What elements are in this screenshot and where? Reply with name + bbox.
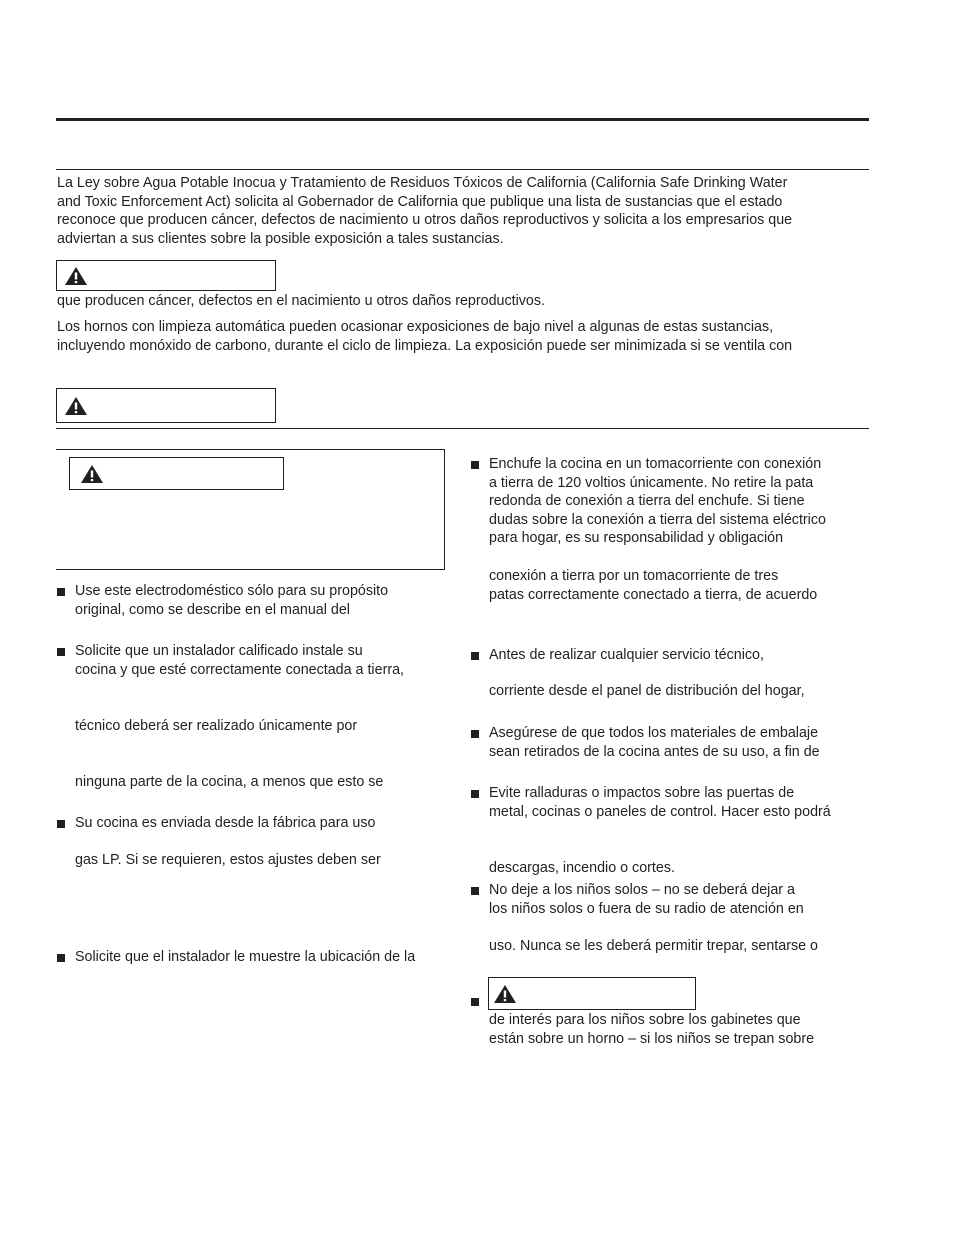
list-item-line: descargas, incendio o cortes. <box>489 860 675 876</box>
list-item-line: Asegúrese de que todos los materiales de embalaje <box>489 725 819 741</box>
warning-box <box>56 260 276 291</box>
list-item-line: ninguna parte de la cocina, a menos que esto se <box>75 774 384 790</box>
list-item-line: Solicite que un instalador calificado instale su <box>75 643 363 659</box>
list-item-line: a tierra de 120 voltios únicamente. No retire la pata <box>489 474 814 491</box>
intro-line: adviertan a sus clientes sobre la posible exposición a tales sustancias. <box>57 230 504 247</box>
list-item-line: dudas sobre la conexión a tierra del sistema eléctrico <box>489 511 826 528</box>
list-item-line: Antes de realizar cualquier servicio técnico, <box>489 647 764 663</box>
warning-triangle-icon <box>493 984 517 1004</box>
warning-text: que producen cáncer, defectos en el nacimiento u otros daños reproductivos. <box>57 293 545 309</box>
list-item-line: técnico deberá ser realizado únicamente por <box>75 718 358 734</box>
list-item <box>489 724 820 761</box>
list-item-line: sean retirados de la cocina antes de su uso, a fin de <box>489 743 820 760</box>
intro-line: and Toxic Enforcement Act) solicita al Gobernador de California que publique una lista de sustancias que el estado <box>57 193 783 210</box>
list-item-line: metal, cocinas o paneles de control. Hacer esto podrá <box>489 803 831 820</box>
bullet-icon <box>471 461 479 469</box>
top-rule <box>56 118 869 121</box>
list-item-line: uso. Nunca se les deberá permitir trepar, sentarse o <box>489 938 818 954</box>
list-item-line: conexión a tierra por un tomacorriente de tres <box>489 568 779 584</box>
bullet-icon <box>471 652 479 660</box>
bullet-icon <box>57 954 65 962</box>
warning-box <box>56 388 276 423</box>
warning-triangle-icon <box>64 266 88 286</box>
list-item-line: corriente desde el panel de distribución del hogar, <box>489 683 805 699</box>
list-item-line: Solicite que el instalador le muestre la ubicación de la <box>75 949 416 965</box>
bullet-icon <box>471 887 479 895</box>
list-item-line: redonda de conexión a tierra del enchufe. Si tiene <box>489 493 805 510</box>
list-item <box>489 455 826 548</box>
list-item <box>489 567 817 604</box>
list-item <box>75 582 388 619</box>
list-item-line: los niños solos o fuera de su radio de atención en <box>489 900 804 917</box>
list-item-line: están sobre un horno – si los niños se trepan sobre <box>489 1030 815 1047</box>
list-item-line: Use este electrodoméstico sólo para su propósito <box>75 583 389 599</box>
list-item-line: original, como se describe en el manual del <box>75 601 350 618</box>
list-item-line: para hogar, es su responsabilidad y obligación <box>489 530 784 547</box>
intro-paragraph <box>57 174 872 248</box>
list-item-line: Evite ralladuras o impactos sobre las puertas de <box>489 785 795 801</box>
warning-triangle-icon <box>64 396 88 416</box>
list-item <box>489 784 831 821</box>
warning-triangle-icon <box>80 464 104 484</box>
list-item-line: No deje a los niños solos – no se deberá dejar a <box>489 882 795 898</box>
bullet-icon <box>471 730 479 738</box>
bullet-icon <box>57 648 65 656</box>
bullet-icon <box>57 820 65 828</box>
bullet-icon <box>471 998 479 1006</box>
selfclean-line: incluyendo monóxido de carbono, durante el ciclo de limpieza. La exposición puede ser minimizada si se ventila con <box>57 337 793 354</box>
list-item <box>489 1011 814 1048</box>
section-rule <box>56 169 869 170</box>
bullet-icon <box>57 588 65 596</box>
list-item-line: cocina y que esté correctamente conectada a tierra, <box>75 661 405 678</box>
warning-box <box>488 977 696 1010</box>
intro-line: La Ley sobre Agua Potable Inocua y Tratamiento de Residuos Tóxicos de California (California Safe Drinking Water <box>57 175 788 191</box>
list-item-line: gas LP. Si se requieren, estos ajustes deben ser <box>75 852 381 868</box>
list-item-line: patas correctamente conectado a tierra, de acuerdo <box>489 586 818 603</box>
warning-box <box>69 457 284 490</box>
columns-rule <box>56 428 869 429</box>
selfclean-paragraph <box>57 318 872 355</box>
list-item-line: Enchufe la cocina en un tomacorriente con conexión <box>489 456 822 472</box>
list-item <box>489 881 804 918</box>
list-item-line: de interés para los niños sobre los gabinetes que <box>489 1012 801 1028</box>
list-item <box>75 642 404 679</box>
bullet-icon <box>471 790 479 798</box>
list-item-line: Su cocina es enviada desde la fábrica para uso <box>75 815 376 831</box>
selfclean-line: Los hornos con limpieza automática pueden ocasionar exposiciones de bajo nivel a algunas de estas sustancias, <box>57 319 774 335</box>
intro-line: reconoce que producen cáncer, defectos de nacimiento u otros daños reproductivos y solicita a los empresarios que <box>57 212 793 229</box>
